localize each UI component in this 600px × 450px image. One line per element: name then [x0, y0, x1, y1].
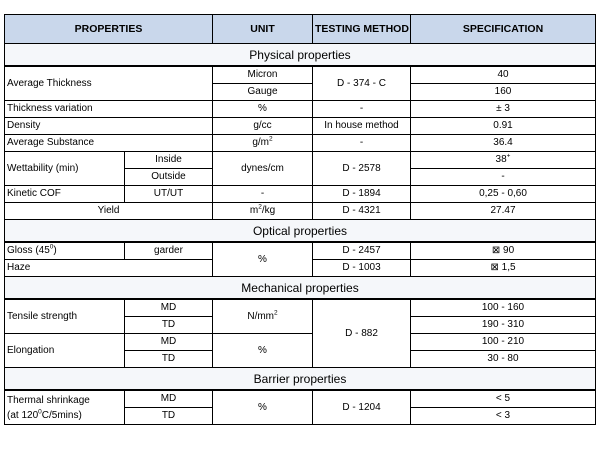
table-row: [5, 135, 596, 152]
section-barrier: [5, 368, 596, 391]
section-title-optical: Optical properties: [5, 220, 596, 243]
section-optical: [5, 220, 596, 243]
elongation-td: TD: [125, 351, 213, 368]
avg-substance-unit-base: g/m: [252, 137, 270, 148]
yield-unit-sup: 2: [258, 203, 262, 211]
specification-table: [4, 14, 596, 425]
kinetic-cof-unit: -: [213, 186, 313, 203]
density-method: In house method: [313, 118, 411, 135]
wettability-method: D - 2578: [313, 152, 411, 186]
elongation-label: Elongation: [5, 334, 125, 368]
shrinkage-unit: %: [213, 390, 313, 425]
shrinkage-spec-td: < 3: [411, 408, 596, 425]
header-properties: PROPERTIES: [5, 15, 213, 44]
kinetic-cof-spec: 0,25 - 0,60: [411, 186, 596, 203]
density-label: Density: [5, 118, 213, 135]
wettability-unit: dynes/cm: [213, 152, 313, 186]
thickness-variation-method: -: [313, 101, 411, 118]
wettability-spec-outside: -: [411, 169, 596, 186]
gloss-label-sup: 0: [49, 243, 54, 251]
table-row: [5, 390, 596, 408]
table-row: [5, 299, 596, 317]
density-spec: 0.91: [411, 118, 596, 135]
header-testing-method: TESTING METHOD: [313, 15, 411, 44]
haze-method: D - 1003: [313, 260, 411, 277]
yield-unit-rest: /kg: [261, 205, 276, 216]
section-physical: [5, 44, 596, 67]
shrinkage-spec-md: < 5: [411, 390, 596, 408]
avg-thickness-label: Average Thickness: [5, 66, 213, 101]
table-row: [5, 334, 596, 351]
kinetic-cof-sub: UT/UT: [125, 186, 213, 203]
avg-thickness-unit-micron: Micron: [213, 66, 313, 84]
avg-substance-method: -: [313, 135, 411, 152]
shrinkage-label-line1: Thermal shrinkage: [7, 394, 90, 406]
shrinkage-md: MD: [125, 390, 213, 408]
tensile-md: MD: [125, 299, 213, 317]
thickness-variation-spec: ± 3: [411, 101, 596, 118]
shrinkage-label-line2a: (at 120: [7, 409, 39, 421]
wettability-inside: Inside: [125, 152, 213, 169]
tensile-unit-sup: 2: [274, 309, 278, 317]
wettability-spec-inside: [411, 152, 596, 169]
tensile-spec-md: 100 - 160: [411, 299, 596, 317]
yield-unit-base: m: [249, 205, 259, 216]
tensile-spec-td: 190 - 310: [411, 317, 596, 334]
shrinkage-label-sup: 0: [38, 408, 42, 416]
section-mechanical: [5, 277, 596, 300]
haze-label: Haze: [5, 260, 213, 277]
thickness-variation-label: Thickness variation: [5, 101, 213, 118]
tensile-unit-base: N/mm: [247, 310, 275, 322]
kinetic-cof-method: D - 1894: [313, 186, 411, 203]
table-row: [5, 186, 596, 203]
section-title-physical: Physical properties: [5, 44, 596, 67]
header-specification: SPECIFICATION: [411, 15, 596, 44]
wettability-label: Wettability (min): [5, 152, 125, 186]
avg-thickness-spec-gauge: 160: [411, 84, 596, 101]
tensile-td: TD: [125, 317, 213, 334]
wettability-spec-inside-sup: +: [506, 152, 511, 160]
table-row: [5, 101, 596, 118]
yield-label: Yield: [5, 203, 213, 220]
density-unit: g/cc: [213, 118, 313, 135]
gloss-spec: ⊠ 90: [411, 242, 596, 260]
avg-substance-unit-sup: 2: [269, 135, 273, 143]
table-row: [5, 203, 596, 220]
header-row: [5, 15, 596, 44]
elongation-spec-td: 30 - 80: [411, 351, 596, 368]
shrinkage-method: D - 1204: [313, 390, 411, 425]
elongation-unit: %: [213, 334, 313, 368]
kinetic-cof-label: Kinetic COF: [5, 186, 125, 203]
section-title-barrier: Barrier properties: [5, 368, 596, 391]
gloss-label: [5, 242, 125, 260]
tensile-unit: [213, 299, 313, 334]
shrinkage-td: TD: [125, 408, 213, 425]
optical-unit: %: [213, 242, 313, 277]
thickness-variation-unit: %: [213, 101, 313, 118]
table-row: [5, 118, 596, 135]
table-row: [5, 66, 596, 84]
tensile-label: Tensile strength: [5, 299, 125, 334]
section-title-mechanical: Mechanical properties: [5, 277, 596, 300]
elongation-md: MD: [125, 334, 213, 351]
avg-substance-unit: [213, 135, 313, 152]
gloss-label-text: Gloss (45: [7, 245, 50, 256]
avg-thickness-unit-gauge: Gauge: [213, 84, 313, 101]
gloss-label-end: ): [53, 245, 57, 256]
gloss-method: D - 2457: [313, 242, 411, 260]
avg-thickness-spec-micron: 40: [411, 66, 596, 84]
haze-spec: ⊠ 1,5: [411, 260, 596, 277]
avg-substance-label: Average Substance: [5, 135, 213, 152]
avg-thickness-method: D - 374 - C: [313, 66, 411, 101]
yield-spec: 27.47: [411, 203, 596, 220]
avg-substance-spec: 36.4: [411, 135, 596, 152]
yield-method: D - 4321: [313, 203, 411, 220]
table-row: [5, 242, 596, 260]
mechanical-method: D - 882: [313, 299, 411, 368]
shrinkage-label-line2b: C/5mins): [41, 409, 82, 421]
wettability-outside: Outside: [125, 169, 213, 186]
header-unit: UNIT: [213, 15, 313, 44]
shrinkage-label: [5, 390, 125, 425]
elongation-spec-md: 100 - 210: [411, 334, 596, 351]
yield-unit: [213, 203, 313, 220]
table-row: [5, 152, 596, 169]
gloss-sub: garder: [125, 242, 213, 260]
wettability-spec-inside-value: 38: [495, 154, 507, 165]
